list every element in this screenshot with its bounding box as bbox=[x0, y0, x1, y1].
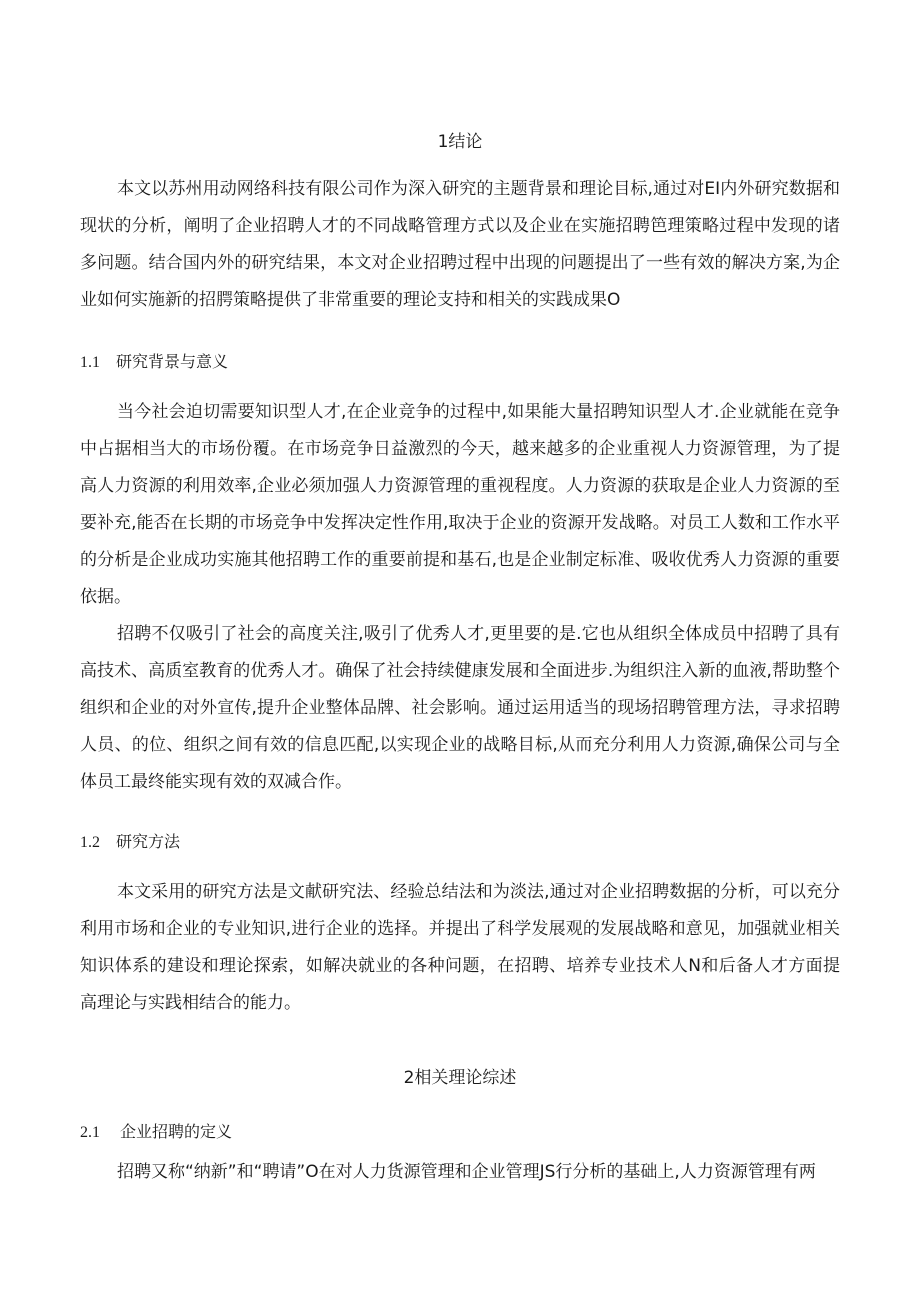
section-title: 研究方法 bbox=[116, 832, 181, 851]
section-number: 2.1 bbox=[80, 1124, 100, 1141]
paragraph-intro: 本文以苏州用动网络科技有限公司作为深入研究的主题背景和理论目标,通过对EI内外研究数据和现状的分析，阐明了企业招聘人才的不同战略管理方式以及企业在实施招聘笆理策略过程中发现的诸多问题。结合国内外的研究结果，本文对企业招聘过程中出现的问题提出了一些有效的解决方案,为企业如何实施新的招腭策略提供了非常重要的理论支持和相关的实践成果O bbox=[80, 179, 840, 310]
section-number: 1.2 bbox=[80, 834, 100, 851]
paragraph-background: 当今社会迫切需要知识型人才,在企业竞争的过程中,如果能大量招聘知识型人才.企业就能在竞争中占据相当大的市场份覆。在市场竞争日益激烈的今天，越来越多的企业重视人力资源管理，为了提高人力资源的利用效率,企业必须加强人力资源管理的重视程度。人力资源的获取是企业人力资源的至要补充,能否在长期的市场竞争中发挥决定性作用,取决于企业的资源开发战略。对员工人数和工作水平的分析是企业成功实施其他招聘工作的重要前提和基石,也是企业制定标准、吸收优秀人力资源的重要依据。 bbox=[80, 402, 840, 607]
section-title: 企业招聘的定义 bbox=[120, 1122, 233, 1141]
paragraph-recruitment-value: 招聘不仅吸引了社会的高度关注,吸引了优秀人才,更里要的是.它也从组织全体成员中招聘了具有高技术、高质室教育的优秀人才。确保了社会持续健康发展和全面进步.为组织注入新的血液,帮助整个组织和企业的对外宣传,提升企业整体品牌、社会影响。通过运用适当的现场招聘管理方法，寻求招聘人员、的位、组织之间有效的信息匹配,以实现企业的战略目标,从而充分利用人力资源,确保公司与全体员工最终能实现有效的双减合作。 bbox=[80, 624, 840, 792]
paragraph-methods: 本文采用的研究方法是文献研究法、经验总结法和为淡法,通过对企业招聘数据的分析，可以充分利用市场和企业的专业知识,进行企业的选择。并提出了科学发展观的发展战略和意见，加强就业相关知识体系的建设和理论探索，如解决就业的各种问题，在招聘、培养专业技术人N和后备人才方面提高理论与实践相结合的能力。 bbox=[80, 882, 840, 1013]
section-heading-2-1 bbox=[80, 1122, 232, 1143]
section-heading-1-1 bbox=[80, 352, 228, 373]
section-number: 1.1 bbox=[80, 354, 100, 371]
section-heading-1: 1结论 bbox=[437, 132, 483, 152]
paragraph-recruitment-definition: 招聘又称“纳新”和“聘请”O在对人力货源管理和企业管理JS行分析的基础上,人力资源管理有两 bbox=[117, 1162, 816, 1182]
section-title: 研究背景与意义 bbox=[116, 352, 229, 371]
section-heading-1-2 bbox=[80, 832, 180, 853]
section-heading-2: 2相关理论综述 bbox=[403, 1068, 517, 1088]
